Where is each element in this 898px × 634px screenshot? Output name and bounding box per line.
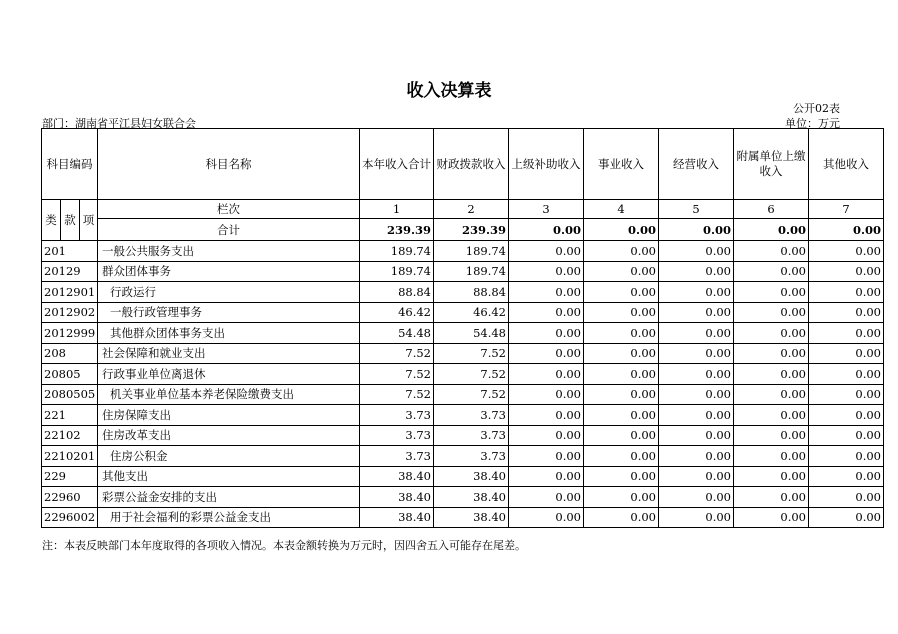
total-label: 合计 bbox=[98, 219, 360, 241]
row-value: 3.73 bbox=[360, 425, 434, 446]
table-row bbox=[42, 282, 884, 303]
row-code: 22102 bbox=[42, 425, 98, 446]
row-value: 0.00 bbox=[809, 405, 884, 426]
row-value: 0.00 bbox=[509, 487, 584, 508]
department-label: 部门：湖南省平江县妇女联合会 bbox=[42, 117, 196, 130]
row-name: 群众团体事务 bbox=[98, 261, 360, 282]
row-value: 0.00 bbox=[734, 466, 809, 487]
row-value: 0.00 bbox=[659, 405, 734, 426]
row-value: 0.00 bbox=[809, 384, 884, 405]
row-value: 3.73 bbox=[434, 405, 509, 426]
row-value: 0.00 bbox=[734, 425, 809, 446]
table-row bbox=[42, 446, 884, 467]
row-code: 201 bbox=[42, 241, 98, 262]
total-value: 239.39 bbox=[434, 219, 509, 241]
row-name: 彩票公益金安排的支出 bbox=[98, 487, 360, 508]
row-value: 189.74 bbox=[434, 261, 509, 282]
header-business: 事业收入 bbox=[584, 129, 659, 200]
row-value: 0.00 bbox=[584, 282, 659, 303]
header-code: 科目编码 bbox=[42, 129, 98, 200]
table-row bbox=[42, 384, 884, 405]
header-other: 其他收入 bbox=[809, 129, 884, 200]
row-value: 0.00 bbox=[509, 343, 584, 364]
row-value: 0.00 bbox=[809, 364, 884, 385]
table-row bbox=[42, 241, 884, 262]
row-value: 88.84 bbox=[434, 282, 509, 303]
col-index-6: 6 bbox=[734, 200, 809, 219]
row-value: 0.00 bbox=[659, 384, 734, 405]
row-value: 0.00 bbox=[734, 261, 809, 282]
header-operating: 经营收入 bbox=[659, 129, 734, 200]
total-value: 0.00 bbox=[509, 219, 584, 241]
row-value: 0.00 bbox=[659, 487, 734, 508]
header-total: 本年收入合计 bbox=[360, 129, 434, 200]
row-code: 20129 bbox=[42, 261, 98, 282]
row-value: 0.00 bbox=[659, 466, 734, 487]
row-code: 208 bbox=[42, 343, 98, 364]
row-value: 0.00 bbox=[734, 302, 809, 323]
row-name: 一般公共服务支出 bbox=[98, 241, 360, 262]
row-value: 46.42 bbox=[434, 302, 509, 323]
row-name: 住房改革支出 bbox=[98, 425, 360, 446]
row-value: 38.40 bbox=[360, 466, 434, 487]
row-value: 38.40 bbox=[434, 507, 509, 528]
row-value: 0.00 bbox=[509, 446, 584, 467]
row-value: 54.48 bbox=[434, 323, 509, 344]
row-value: 0.00 bbox=[584, 323, 659, 344]
row-value: 3.73 bbox=[360, 446, 434, 467]
row-value: 0.00 bbox=[809, 241, 884, 262]
row-value: 0.00 bbox=[509, 241, 584, 262]
row-value: 189.74 bbox=[360, 261, 434, 282]
row-code: 2012902 bbox=[42, 302, 98, 323]
row-value: 0.00 bbox=[584, 466, 659, 487]
row-value: 0.00 bbox=[509, 507, 584, 528]
row-value: 0.00 bbox=[584, 261, 659, 282]
unit-label: 单位：万元 bbox=[785, 117, 840, 130]
row-value: 7.52 bbox=[360, 364, 434, 385]
header-xiang: 项 bbox=[80, 200, 98, 241]
form-number: 公开02表 bbox=[793, 102, 840, 115]
row-value: 0.00 bbox=[734, 323, 809, 344]
row-value: 38.40 bbox=[434, 487, 509, 508]
table-row bbox=[42, 405, 884, 426]
row-value: 38.40 bbox=[434, 466, 509, 487]
row-code: 2296002 bbox=[42, 507, 98, 528]
row-value: 0.00 bbox=[584, 507, 659, 528]
row-value: 46.42 bbox=[360, 302, 434, 323]
table-row bbox=[42, 364, 884, 385]
row-code: 22960 bbox=[42, 487, 98, 508]
row-value: 0.00 bbox=[659, 446, 734, 467]
row-value: 0.00 bbox=[659, 343, 734, 364]
total-value: 0.00 bbox=[584, 219, 659, 241]
row-value: 0.00 bbox=[734, 384, 809, 405]
row-code: 20805 bbox=[42, 364, 98, 385]
row-name: 一般行政管理事务 bbox=[98, 302, 360, 323]
row-value: 0.00 bbox=[809, 466, 884, 487]
row-value: 0.00 bbox=[509, 384, 584, 405]
row-value: 0.00 bbox=[584, 487, 659, 508]
row-value: 0.00 bbox=[659, 323, 734, 344]
row-value: 0.00 bbox=[809, 343, 884, 364]
row-value: 0.00 bbox=[509, 261, 584, 282]
row-value: 0.00 bbox=[584, 384, 659, 405]
col-index-4: 4 bbox=[584, 200, 659, 219]
row-code: 2080505 bbox=[42, 384, 98, 405]
row-code: 221 bbox=[42, 405, 98, 426]
row-name: 住房公积金 bbox=[98, 446, 360, 467]
row-value: 7.52 bbox=[434, 364, 509, 385]
row-value: 0.00 bbox=[659, 261, 734, 282]
row-name: 住房保障支出 bbox=[98, 405, 360, 426]
row-value: 0.00 bbox=[509, 302, 584, 323]
row-value: 0.00 bbox=[659, 241, 734, 262]
row-value: 189.74 bbox=[360, 241, 434, 262]
row-value: 0.00 bbox=[509, 425, 584, 446]
page-title: 收入决算表 bbox=[406, 81, 492, 101]
row-value: 0.00 bbox=[809, 323, 884, 344]
table-row bbox=[42, 425, 884, 446]
row-value: 0.00 bbox=[734, 405, 809, 426]
row-value: 0.00 bbox=[809, 425, 884, 446]
row-name: 行政事业单位离退休 bbox=[98, 364, 360, 385]
row-code: 2012901 bbox=[42, 282, 98, 303]
row-value: 7.52 bbox=[434, 343, 509, 364]
header-upper: 上级补助收入 bbox=[509, 129, 584, 200]
row-value: 0.00 bbox=[584, 405, 659, 426]
income-table bbox=[41, 128, 884, 528]
row-value: 0.00 bbox=[584, 343, 659, 364]
table-row bbox=[42, 507, 884, 528]
row-name: 其他群众团体事务支出 bbox=[98, 323, 360, 344]
col-index-7: 7 bbox=[809, 200, 884, 219]
row-name: 行政运行 bbox=[98, 282, 360, 303]
row-value: 0.00 bbox=[734, 364, 809, 385]
row-code: 2012999 bbox=[42, 323, 98, 344]
row-value: 0.00 bbox=[809, 261, 884, 282]
table-row bbox=[42, 302, 884, 323]
footnote: 注：本表反映部门本年度取得的各项收入情况。本表金额转换为万元时，因四舍五入可能存在尾差。 bbox=[42, 539, 526, 552]
row-value: 0.00 bbox=[734, 487, 809, 508]
row-value: 3.73 bbox=[434, 446, 509, 467]
header-lei: 类 bbox=[42, 200, 61, 241]
row-name: 社会保障和就业支出 bbox=[98, 343, 360, 364]
row-value: 38.40 bbox=[360, 507, 434, 528]
row-code: 229 bbox=[42, 466, 98, 487]
row-value: 0.00 bbox=[509, 466, 584, 487]
row-value: 0.00 bbox=[584, 364, 659, 385]
total-value: 0.00 bbox=[734, 219, 809, 241]
row-value: 3.73 bbox=[360, 405, 434, 426]
total-value: 239.39 bbox=[360, 219, 434, 241]
row-value: 0.00 bbox=[809, 302, 884, 323]
col-index-1: 1 bbox=[360, 200, 434, 219]
row-value: 54.48 bbox=[360, 323, 434, 344]
col-index-5: 5 bbox=[659, 200, 734, 219]
row-value: 0.00 bbox=[734, 507, 809, 528]
total-value: 0.00 bbox=[809, 219, 884, 241]
row-value: 0.00 bbox=[734, 446, 809, 467]
row-value: 0.00 bbox=[809, 282, 884, 303]
row-value: 0.00 bbox=[734, 343, 809, 364]
total-value: 0.00 bbox=[659, 219, 734, 241]
row-value: 0.00 bbox=[509, 323, 584, 344]
row-value: 0.00 bbox=[659, 507, 734, 528]
col-index-2: 2 bbox=[434, 200, 509, 219]
header-kuan: 款 bbox=[61, 200, 80, 241]
row-value: 0.00 bbox=[659, 425, 734, 446]
total-row bbox=[42, 219, 884, 241]
table-row bbox=[42, 261, 884, 282]
row-code: 2210201 bbox=[42, 446, 98, 467]
row-value: 0.00 bbox=[584, 241, 659, 262]
row-value: 0.00 bbox=[809, 507, 884, 528]
row-value: 38.40 bbox=[360, 487, 434, 508]
row-value: 0.00 bbox=[584, 302, 659, 323]
row-value: 0.00 bbox=[659, 282, 734, 303]
row-value: 88.84 bbox=[360, 282, 434, 303]
table-row bbox=[42, 343, 884, 364]
row-value: 0.00 bbox=[509, 364, 584, 385]
row-value: 0.00 bbox=[509, 405, 584, 426]
header-name: 科目名称 bbox=[98, 129, 360, 200]
row-value: 3.73 bbox=[434, 425, 509, 446]
row-name: 用于社会福利的彩票公益金支出 bbox=[98, 507, 360, 528]
row-value: 189.74 bbox=[434, 241, 509, 262]
row-name: 机关事业单位基本养老保险缴费支出 bbox=[98, 384, 360, 405]
header-affiliated: 附属单位上缴收入 bbox=[734, 129, 809, 200]
row-value: 0.00 bbox=[809, 487, 884, 508]
header-fiscal: 财政拨款收入 bbox=[434, 129, 509, 200]
row-value: 7.52 bbox=[360, 343, 434, 364]
row-value: 0.00 bbox=[584, 425, 659, 446]
row-value: 7.52 bbox=[360, 384, 434, 405]
col-index-3: 3 bbox=[509, 200, 584, 219]
row-value: 0.00 bbox=[809, 446, 884, 467]
row-value: 0.00 bbox=[734, 241, 809, 262]
table-row bbox=[42, 466, 884, 487]
row-value: 0.00 bbox=[659, 302, 734, 323]
table-row bbox=[42, 323, 884, 344]
row-value: 0.00 bbox=[734, 282, 809, 303]
row-value: 0.00 bbox=[659, 364, 734, 385]
row-name: 其他支出 bbox=[98, 466, 360, 487]
row-value: 0.00 bbox=[509, 282, 584, 303]
row-value: 0.00 bbox=[584, 446, 659, 467]
row-value: 7.52 bbox=[434, 384, 509, 405]
header-lanci: 栏次 bbox=[98, 200, 360, 219]
table-row bbox=[42, 487, 884, 508]
